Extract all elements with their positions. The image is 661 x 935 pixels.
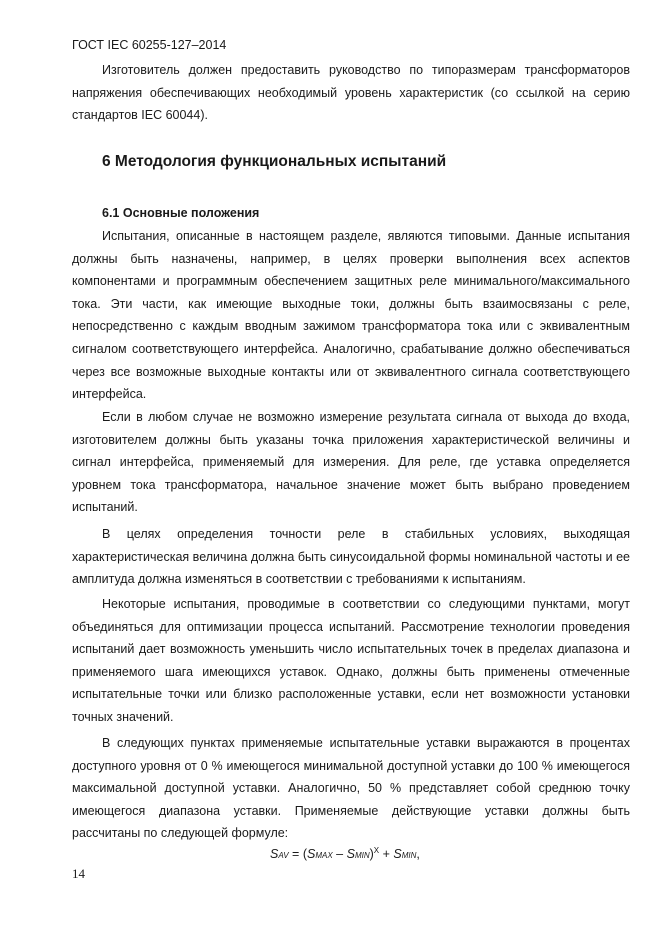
- formula-min2-sub: MIN: [401, 851, 417, 861]
- formula-lhs-var: S: [270, 847, 279, 862]
- document-header: ГОСТ IEC 60255-127–2014: [72, 38, 227, 52]
- paragraph-1: Испытания, описанные в настоящем разделе, являются типовыми. Данные испытания должны быть назначены, например, в целях проверки выполнения всех аспектов компонентами и программным обеспечением защитных реле минимального/максимального тока. Эти части, как имеющие выходные токи, должны быть взаимосвязаны с реле, непосредственно с каждым вводным зажимом трансформатора тока или с эквивалентным сигналом соответствующего интерфейса. Аналогично, срабатывание должно обеспечиваться через все возможные выходные контакты или от эквивалентного сигнала соответствующего интерфейса.: [72, 229, 630, 402]
- formula-eq: = (: [288, 847, 307, 862]
- setting-formula: [270, 846, 420, 861]
- formula-tail: ,: [416, 847, 420, 862]
- formula-minus: –: [332, 847, 347, 862]
- formula-lhs-sub: AV: [278, 851, 289, 861]
- paragraph-3: В целях определения точности реле в стабильных условиях, выходящая характеристическая величина должна быть синусоидальной формы номинальной частоты и ее амплитуда должна изменяться в соответствии с требованиями к испытаниям.: [72, 527, 630, 587]
- formula-min-sub: MIN: [354, 851, 370, 861]
- page-number: 14: [72, 866, 85, 881]
- formula-close: ): [369, 847, 374, 862]
- paragraph-2: Если в любом случае не возможно измерение результата сигнала от выхода до входа, изготовителем должны быть указаны точка приложения характеристической величины и сигнал интерфейса, применяемый для измерения. Для реле, где уставка определяется уровнем тока трансформатора, начальное значение может быть выбрано проведением испытаний.: [72, 410, 630, 515]
- formula-max-var: S: [307, 847, 316, 862]
- formula-max-sub: MAX: [315, 851, 333, 861]
- intro-paragraph: Изготовитель должен предоставить руководство по типоразмерам трансформаторов напряжения обеспечивающих необходимый уровень характеристик (со ссылкой на серию стандартов IEC 60044).: [72, 63, 630, 123]
- formula-plus: +: [379, 847, 394, 862]
- section-6-1-heading: 6.1 Основные положения: [102, 206, 260, 220]
- formula-min-var: S: [346, 847, 355, 862]
- section-6-heading: 6 Методология функциональных испытаний: [102, 153, 447, 170]
- formula-exponent: X: [373, 846, 380, 855]
- paragraph-4: Некоторые испытания, проводимые в соответствии со следующими пунктами, могут объединяться для оптимизации процесса испытаний. Рассмотрение технологии проведения испытаний дает возможность уменьшить число испытательных точек в пределах диапазона и применяемого шага имеющихся уставок. Однако, должны быть применены отмеченные испытательные точки или близко расположенные уставки, если нет возможности установки точных значений.: [72, 597, 630, 724]
- formula-min2-var: S: [393, 847, 402, 862]
- paragraph-5: В следующих пунктах применяемые испытательные уставки выражаются в процентах доступного уровня от 0 % имеющегося минимальной доступной уставки до 100 % имеющегося максимальной доступной уставки. Аналогично, 50 % представляет собой среднюю точку имеющегося диапазона уставки. Применяемые действующие уставки должны быть рассчитаны по следующей формуле:: [72, 736, 630, 841]
